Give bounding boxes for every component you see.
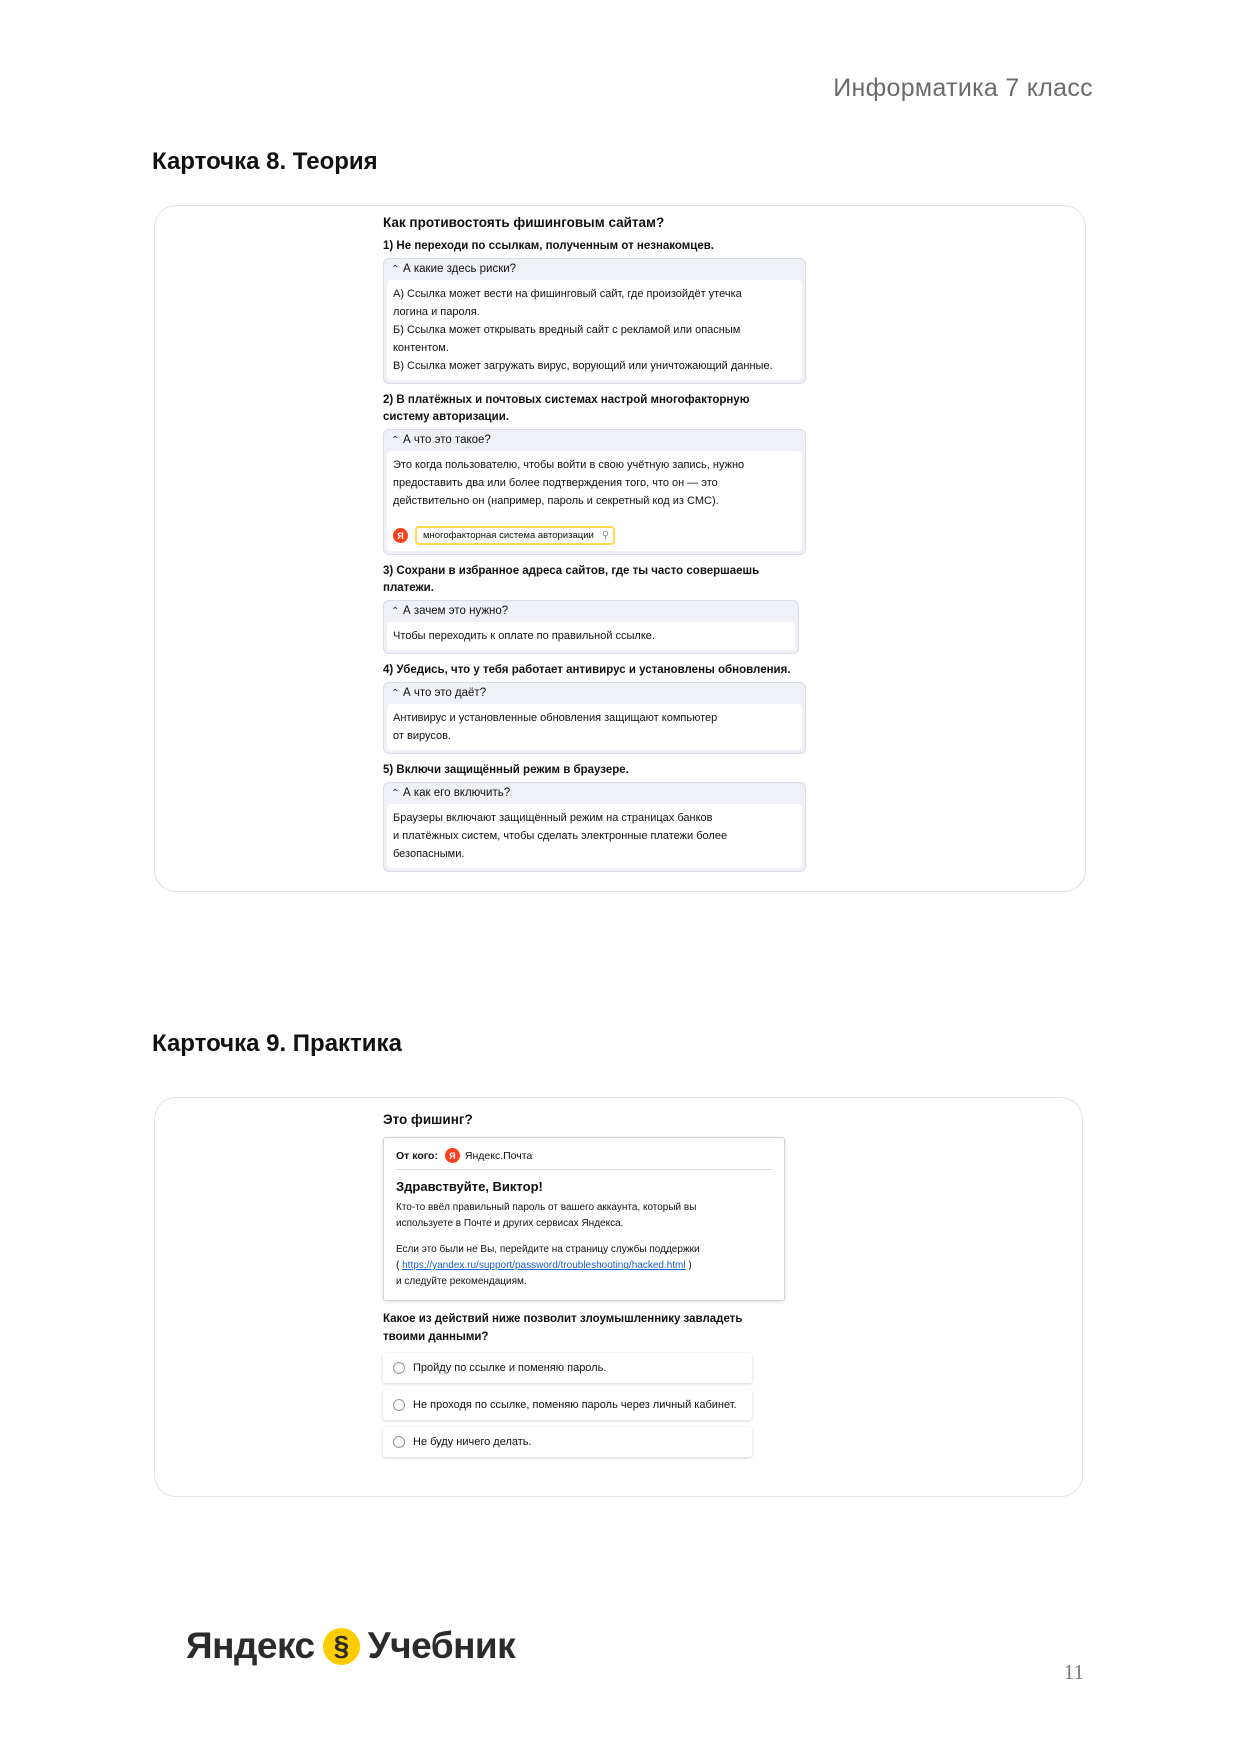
card-9-content bbox=[383, 1112, 803, 1464]
step-4-line: от вирусов. bbox=[393, 730, 451, 742]
email-sender: Яндекс.Почта bbox=[464, 1149, 533, 1162]
search-box[interactable] bbox=[415, 526, 615, 545]
card-8-content bbox=[383, 215, 813, 872]
step-1-line: логина и пароля. bbox=[393, 306, 480, 318]
step-1-toggle[interactable] bbox=[387, 259, 802, 280]
step-3-toggle[interactable] bbox=[387, 601, 795, 622]
email-link-close: ) bbox=[685, 1260, 692, 1271]
step-1-line: контентом. bbox=[393, 342, 449, 354]
step-2-accordion[interactable] bbox=[383, 429, 806, 555]
step-2-line: предоставить два или более подтверждения того, что он — это bbox=[393, 477, 718, 489]
email-text-line: используете в Почте и других сервисах Яндекса. bbox=[396, 1218, 624, 1229]
chevron-up-icon: ⌃ bbox=[391, 688, 400, 699]
email-text-line: Кто-то ввёл правильный пароль от вашего аккаунта, который вы bbox=[396, 1202, 697, 1213]
logo-text-right: Учебник bbox=[367, 1625, 516, 1666]
chevron-up-icon: ⌃ bbox=[391, 606, 400, 617]
step-3-toggle-label: А зачем это нужно? bbox=[403, 605, 509, 617]
step-2-toggle-label: А что это такое? bbox=[403, 434, 491, 446]
step-4-toggle-label: А что это даёт? bbox=[403, 687, 487, 699]
chevron-up-icon: ⌃ bbox=[391, 435, 400, 446]
yandex-uchebnik-logo bbox=[186, 1625, 515, 1667]
card-9-title: Карточка 9. Практика bbox=[152, 1030, 402, 1057]
search-icon: ⚲ bbox=[601, 529, 610, 541]
page-number: 11 bbox=[1063, 1660, 1084, 1684]
step-4-body bbox=[387, 704, 802, 750]
email-from-row bbox=[396, 1148, 772, 1170]
yandex-search-row[interactable] bbox=[393, 526, 796, 545]
step-1-line: А) Ссылка может вести на фишинговый сайт, где произойдёт утечка bbox=[393, 288, 742, 300]
email-paragraph-1 bbox=[396, 1200, 772, 1232]
step-2-line: действительно он (например, пароль и секретный код из СМС). bbox=[393, 495, 719, 507]
step-4-label: 4) Убедись, что у тебя работает антивирус и установлены обновления. bbox=[383, 664, 791, 676]
section-sign-icon: § bbox=[323, 1628, 360, 1665]
step-1-line: Б) Ссылка может открывать вредный сайт с рекламой или опасным bbox=[393, 324, 741, 336]
email-link[interactable]: https://yandex.ru/support/password/troubleshooting/hacked.html bbox=[402, 1260, 686, 1271]
radio-icon[interactable] bbox=[393, 1362, 405, 1374]
answer-option-label: Пройду по ссылке и поменяю пароль. bbox=[413, 1362, 607, 1374]
step-2-toggle[interactable] bbox=[387, 430, 802, 451]
chevron-up-icon: ⌃ bbox=[391, 788, 400, 799]
email-preview bbox=[383, 1137, 785, 1301]
email-text-line: и следуйте рекомендациям. bbox=[396, 1276, 527, 1287]
step-5-line: безопасными. bbox=[393, 848, 465, 860]
email-paragraph-2 bbox=[396, 1242, 772, 1290]
step-2-body bbox=[387, 451, 802, 551]
step-5-accordion[interactable] bbox=[383, 782, 806, 872]
quiz-question: Какое из действий ниже позволит злоумышленнику завладеть твоими данными? bbox=[383, 1313, 743, 1343]
answer-option[interactable] bbox=[383, 1427, 752, 1457]
step-4-line: Антивирус и установленные обновления защищают компьютер bbox=[393, 712, 718, 724]
radio-icon[interactable] bbox=[393, 1436, 405, 1448]
answer-option[interactable] bbox=[383, 1353, 752, 1383]
step-1-line: В) Ссылка может загружать вирус, ворующий или уничтожающий данные. bbox=[393, 360, 773, 372]
step-1-body bbox=[387, 280, 802, 380]
step-3-line: Чтобы переходить к оплате по правильной ссылке. bbox=[393, 630, 655, 642]
yandex-logo-icon: Я bbox=[445, 1148, 460, 1163]
step-5-toggle-label: А как его включить? bbox=[403, 787, 511, 799]
card-9-frame bbox=[154, 1097, 1083, 1497]
email-link-open: ( bbox=[396, 1260, 403, 1271]
card-8-title: Карточка 8. Теория bbox=[152, 148, 378, 175]
step-5-line: и платёжных систем, чтобы сделать электронные платежи более bbox=[393, 830, 728, 842]
step-5-body bbox=[387, 804, 802, 868]
chevron-up-icon: ⌃ bbox=[391, 264, 400, 275]
card-9-heading: Это фишинг? bbox=[383, 1112, 473, 1127]
step-1-accordion[interactable] bbox=[383, 258, 806, 384]
step-2-line: Это когда пользователю, чтобы войти в свою учётную запись, нужно bbox=[393, 459, 745, 471]
step-2-label: 2) В платёжных и почтовых системах настрой многофакторную систему авторизации. bbox=[383, 394, 750, 423]
step-5-line: Браузеры включают защищённый режим на страницах банков bbox=[393, 812, 713, 824]
subject-header: Информатика 7 класс bbox=[833, 74, 1093, 102]
email-text-line: Если это были не Вы, перейдите на страницу службы поддержки bbox=[396, 1244, 700, 1255]
step-4-toggle[interactable] bbox=[387, 683, 802, 704]
search-query: многофакторная система авторизации bbox=[423, 529, 594, 541]
step-3-accordion[interactable] bbox=[383, 600, 799, 654]
card-8-heading: Как противостоять фишинговым сайтам? bbox=[383, 215, 665, 230]
answer-option[interactable] bbox=[383, 1390, 752, 1420]
email-greeting: Здравствуйте, Виктор! bbox=[396, 1179, 543, 1194]
logo-text-left: Яндекс bbox=[186, 1625, 315, 1666]
step-3-body bbox=[387, 622, 795, 650]
step-1-label: 1) Не переходи по ссылкам, полученным от незнакомцев. bbox=[383, 240, 715, 252]
step-3-label: 3) Сохрани в избранное адреса сайтов, где ты часто совершаешь платежи. bbox=[383, 565, 760, 594]
card-8-frame bbox=[154, 205, 1086, 892]
answer-option-label: Не проходя по ссылке, поменяю пароль через личный кабинет. bbox=[413, 1399, 737, 1411]
email-from-label: От кого: bbox=[396, 1149, 438, 1162]
answer-option-label: Не буду ничего делать. bbox=[413, 1436, 532, 1448]
radio-icon[interactable] bbox=[393, 1399, 405, 1411]
step-5-label: 5) Включи защищённый режим в браузере. bbox=[383, 764, 629, 776]
step-1-toggle-label: А какие здесь риски? bbox=[403, 263, 517, 275]
step-4-accordion[interactable] bbox=[383, 682, 806, 754]
step-5-toggle[interactable] bbox=[387, 783, 802, 804]
yandex-logo-icon: Я bbox=[393, 528, 408, 543]
